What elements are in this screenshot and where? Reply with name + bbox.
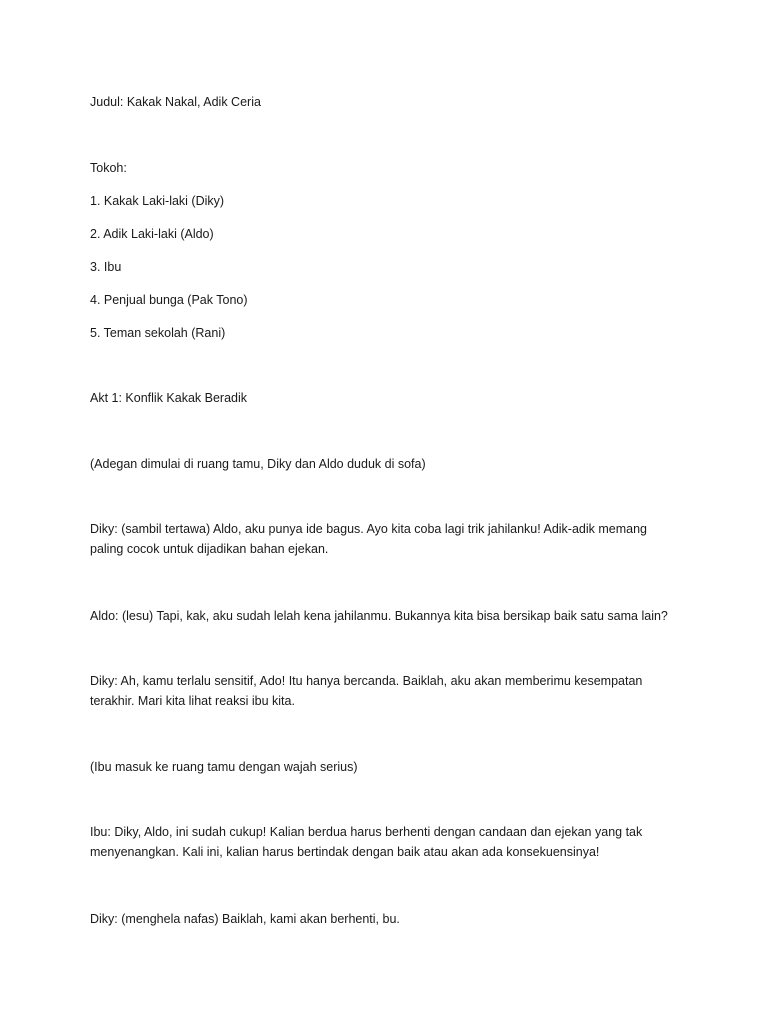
cast-item-pak-tono: 4. Penjual bunga (Pak Tono) [90,293,248,307]
dialogue-paragraph: Diky: (menghela nafas) Baiklah, kami akan berhenti, bu. [90,912,400,926]
document-title: Judul: Kakak Nakal, Adik Ceria [90,95,261,109]
dialogue-paragraph: Diky: (sambil tertawa) Aldo, aku punya ide bagus. Ayo kita coba lagi trik jahilanku! Adik-adik memang paling cocok untuk dijadikan bahan ejekan. [90,522,648,556]
cast-item-diky: 1. Kakak Laki-laki (Diky) [90,194,225,208]
cast-item-ibu: 3. Ibu [90,260,122,274]
dialogue-paragraph: Aldo: (lesu) Tapi, kak, aku sudah lelah kena jahilanmu. Bukannya kita bisa bersikap baik satu sama lain? [90,609,668,623]
dialogue-paragraph: Diky: Ah, kamu terlalu sensitif, Ado! Itu hanya bercanda. Baiklah, aku akan memberimu kesempatan terakhir. Mari kita lihat reaksi ibu kita. [90,674,643,708]
act-heading: Akt 1: Konflik Kakak Beradik [90,391,248,405]
stage-direction: (Ibu masuk ke ruang tamu dengan wajah serius) [90,760,358,774]
stage-direction: (Adegan dimulai di ruang tamu, Diky dan Aldo duduk di sofa) [90,457,426,471]
dialogue-paragraph: Ibu: Diky, Aldo, ini sudah cukup! Kalian berdua harus berhenti dengan candaan dan ejekan yang tak menyenangkan. Kali ini, kalian harus bertindak dengan baik atau akan ada konsekuensinya! [90,825,643,859]
cast-heading: Tokoh: [90,161,127,175]
cast-item-aldo: 2. Adik Laki-laki (Aldo) [90,227,214,241]
cast-item-rani: 5. Teman sekolah (Rani) [90,326,226,340]
